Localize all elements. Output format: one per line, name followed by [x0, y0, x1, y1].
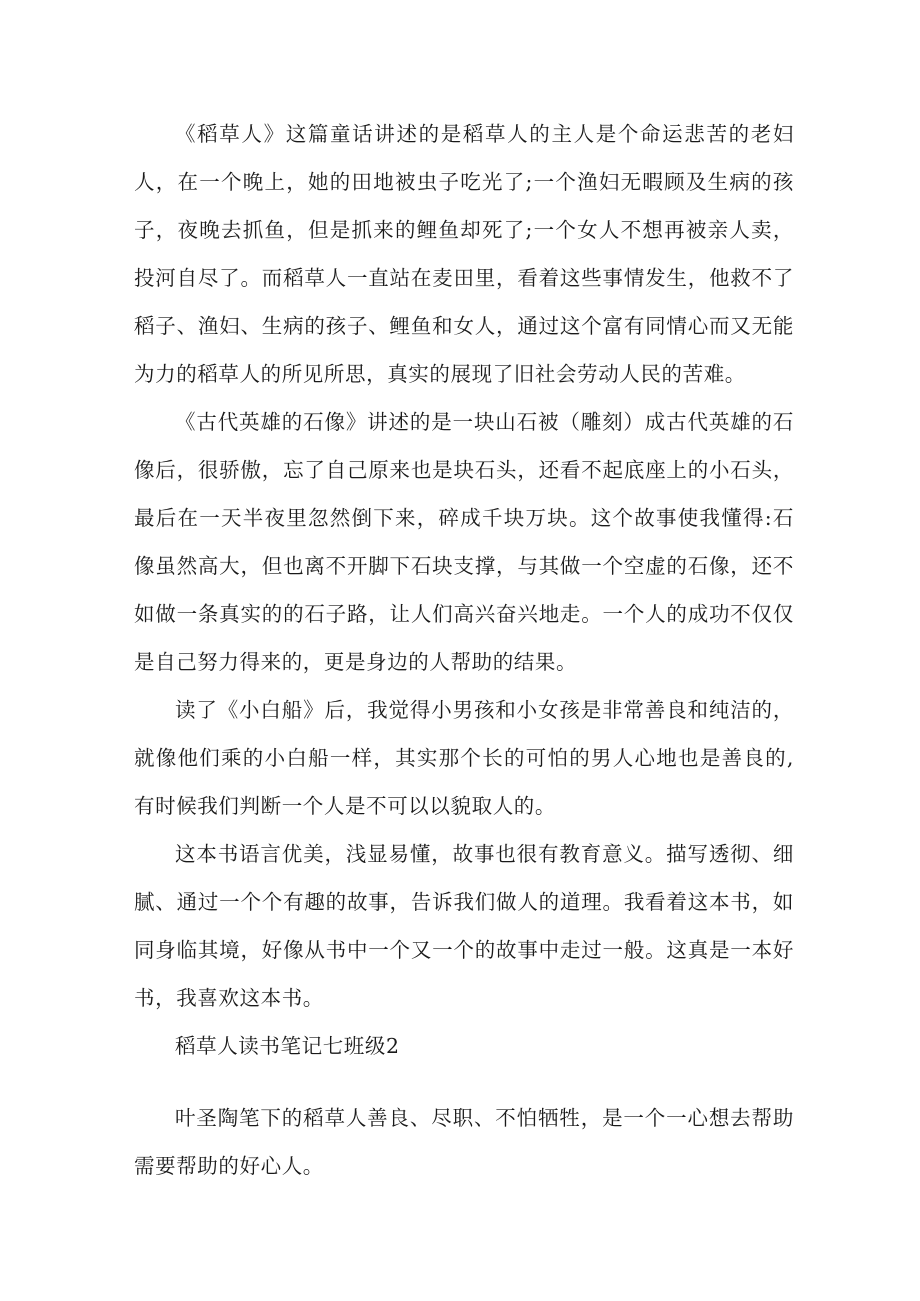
paragraph-book-review: 这本书语言优美，浅显易懂，故事也很有教育意义。描写透彻、细腻、通过一个个有趣的故事，告诉我们做人的道理。我看着这本书，如同身临其境，好像从书中一个又一个的故事中走过一般。这真是一本好书，我喜欢这本书。: [134, 842, 794, 1010]
section-heading: 稻草人读书笔记七班级2: [175, 1034, 400, 1058]
paragraph-little-white-boat: 读了《小白船》后，我觉得小男孩和小女孩是非常善良和纯洁的，就像他们乘的小白船一样，其实那个长的可怕的男人心地也是善良的,有时候我们判断一个人是不可以以貌取人的。: [134, 698, 794, 818]
paragraph-scarecrow-summary: 《稻草人》这篇童话讲述的是稻草人的主人是个命运悲苦的老妇人，在一个晚上，她的田地被虫子吃光了;一个渔妇无暇顾及生病的孩子，夜晚去抓鱼，但是抓来的鲤鱼却死了;一个女人不想再被亲人卖，投河自尽了。而稻草人一直站在麦田里，看着这些事情发生，他救不了稻子、渔妇、生病的孩子、鲤鱼和女人，通过这个富有同情心而又无能为力的稻草人的所见所思，真实的展现了旧社会劳动人民的苦难。: [134, 122, 794, 386]
paragraph-ancient-hero-statue: 《古代英雄的石像》讲述的是一块山石被（雕刻）成古代英雄的石像后，很骄傲，忘了自己原来也是块石头，还看不起底座上的小石头，最后在一天半夜里忽然倒下来，碎成千块万块。这个故事使我懂得:石像虽然高大，但也离不开脚下石块支撑，与其做一个空虚的石像，还不如做一条真实的的石子路，让人们高兴奋兴地走。一个人的成功不仅仅是自己努力得来的，更是身边的人帮助的结果。: [134, 410, 794, 674]
paragraph-ye-shengtao-scarecrow: 叶圣陶笔下的稻草人善良、尽职、不怕牺牲，是一个一心想去帮助需要帮助的好心人。: [134, 1106, 794, 1178]
